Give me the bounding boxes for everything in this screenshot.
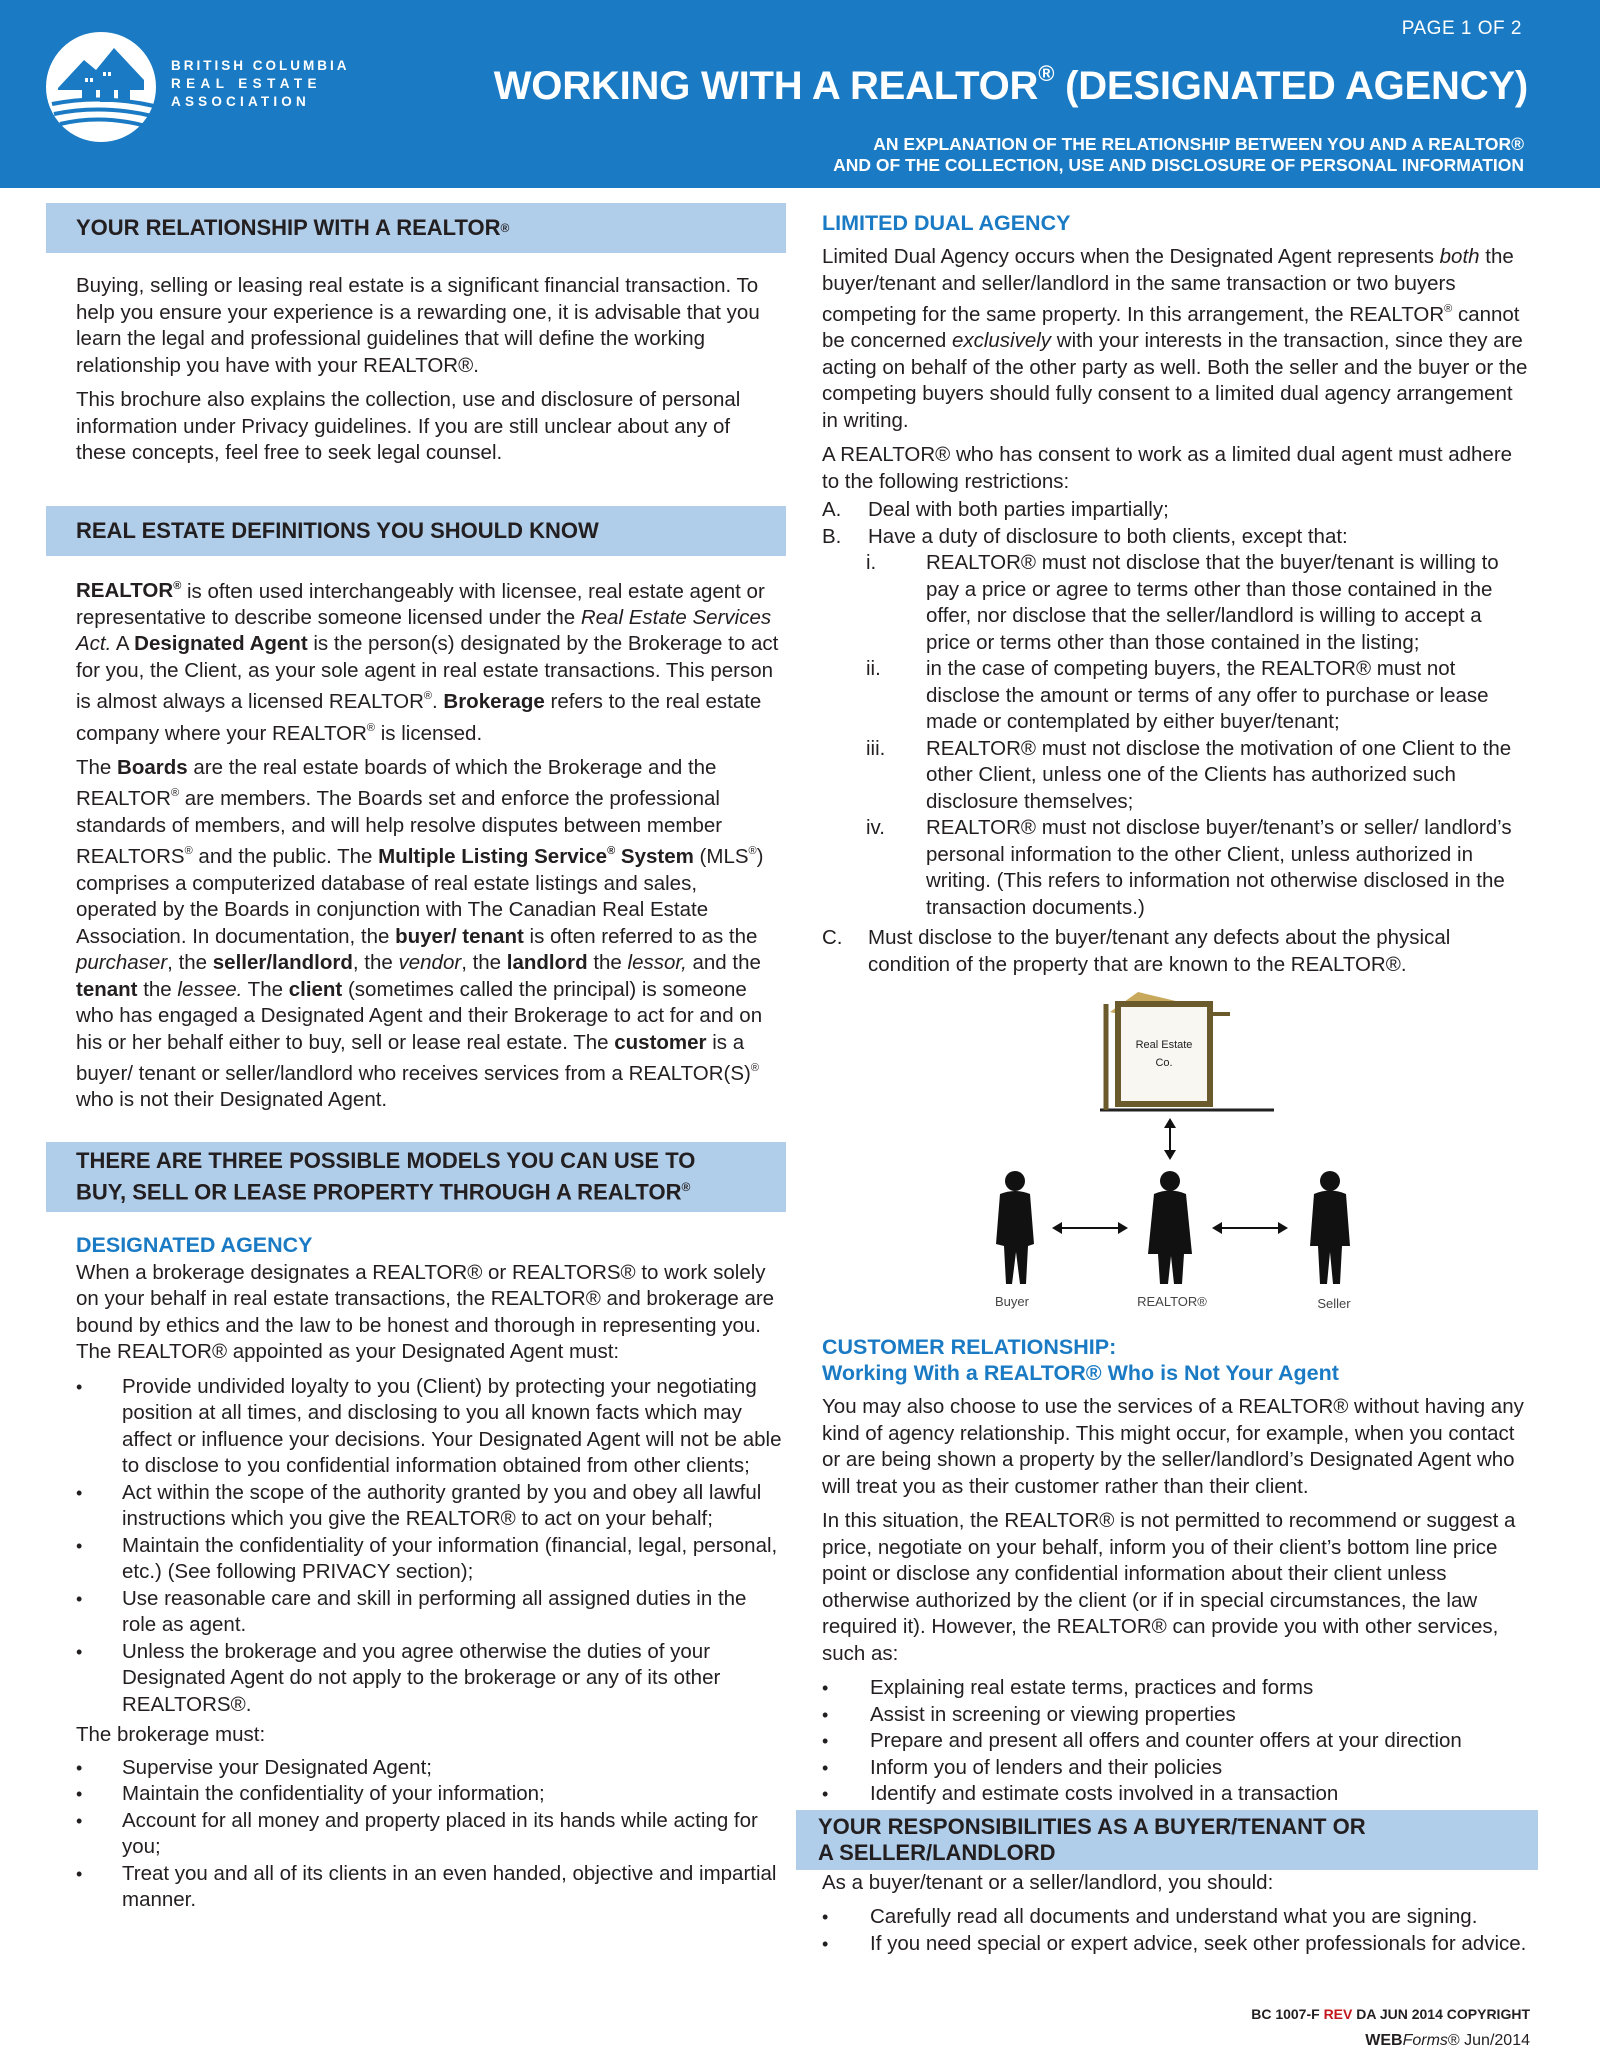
list-item: • Treat you and all of its clients in an even handed, objective and impartial manner. xyxy=(76,1861,782,1914)
customer-services-list xyxy=(822,1675,1530,1808)
brokerage-must-label: The brokerage must: xyxy=(76,1723,266,1747)
list-item: ii. in the case of competing buyers, the REALTOR® must not disclose the amount or terms of any offer to purchase or lease made or contemplated by either buyer/tenant; xyxy=(866,657,1489,734)
definitions-paragraph-1: REALTOR® is often used interchangeably with licensee, real estate agent or representative to describe someone licensed under the Real Estate Services Act. A Designated Agent is the person(s) designated by the Brokerage to act for you, the Client, as your sole agent in real estate transactions. This person is almost always a licensed REALTOR®. Brokerage refers to the real estate company where your REALTOR® is licensed. xyxy=(76,579,779,745)
svg-text:Buyer: Buyer xyxy=(995,1294,1029,1310)
customer-relationship-heading: CUSTOMER RELATIONSHIP: xyxy=(822,1335,1117,1360)
disclosure-exceptions-list xyxy=(822,550,1530,921)
buyer-figure-icon xyxy=(996,1171,1034,1284)
responsibilities-intro: As a buyer/tenant or a seller/landlord, you should: xyxy=(822,1870,1274,1894)
relationship-paragraph-2: This brochure also explains the collection, use and disclosure of personal information under Privacy guidelines. If you are still unclear about any of these concepts, feel free to seek legal counsel. xyxy=(76,388,741,464)
list-item: i. REALTOR® must not disclose that the buyer/tenant is willing to pay a price or agree to terms other than those contained in the offer, nor disclose that the seller/landlord is willing to accept a price or terms other than those contained in the listing; xyxy=(866,551,1499,654)
svg-text:Seller: Seller xyxy=(1317,1296,1351,1312)
page-number: PAGE 1 OF 2 xyxy=(1401,18,1522,39)
right-column xyxy=(800,198,1538,1957)
svg-text:Real Estate: Real Estate xyxy=(1135,1039,1193,1052)
dual-agency-paragraph-1: Limited Dual Agency occurs when the Designated Agent represents both the buyer/tenant and seller/landlord in the same transaction or two buyers competing for the same property. In this arrangement, the REALTOR® cannot be concerned exclusively with your interests in the transaction, since they are acting on behalf of the other party as well. Both the seller and the buyer or the competing buyers should fully consent to a limited dual agency arrangement in writing. xyxy=(822,245,1528,432)
relationship-paragraph-1: Buying, selling or leasing real estate is a significant financial transaction. To help you ensure your experience is a rewarding one, it is advisable that you learn the legal and professional guidelines that will define the working relationship you have with your REALTOR®. xyxy=(76,274,760,377)
list-item: • Prepare and present all offers and counter offers at your direction xyxy=(822,1728,1530,1755)
list-item: • Inform you of lenders and their policies xyxy=(822,1755,1530,1782)
list-item: B. Have a duty of disclosure to both clients, except that: i. REALTOR® must not disclose that the buyer/tenant is willing to pay a price or agree to terms other than those contained in the offer, nor disclose that the seller/landlord is willing to accept a price or terms other than those contained in the listing; ii. in the case of competing buyers, the REALTOR® must not disclose the amount or terms of any offer to purchase or lease made or contemplated by either buyer/tenant; iii. REALTOR® must not disclose the motivation of one Client to the other Client, unless one of the Clients has authorized such disclosure themselves; iv. REALTOR® must not disclose buyer/tenant’s or seller/ landlord’s personal information to the other Client, unless authorized in writing. (This refers to information not otherwise disclosed in the transaction documents.) xyxy=(822,524,1530,922)
list-item: • Supervise your Designated Agent; xyxy=(76,1755,782,1782)
list-item: • If you need special or expert advice, seek other professionals for advice. xyxy=(822,1931,1530,1958)
agent-duties-list xyxy=(76,1374,782,1719)
page-subtitle: AN EXPLANATION OF THE RELATIONSHIP BETWEEN YOU AND A REALTOR® AND OF THE COLLECTION, USE AND DISCLOSURE OF PERSONAL INFORMATION xyxy=(833,134,1524,175)
limited-dual-agency-heading: LIMITED DUAL AGENCY xyxy=(822,211,1071,235)
customer-paragraph-1: You may also choose to use the services of a REALTOR® without having any kind of agency relationship. This might occur, for example, when you contact or are being shown a property by the seller/landlord’s Designated Agent who will treat you as their customer rather than their client. xyxy=(822,1395,1524,1498)
definitions-paragraph-2: The Boards are the real estate boards of which the Brokerage and the REALTOR® are members. The Boards set and enforce the professional standards of members, and will help resolve disputes between member REALTORS® and the public. The Multiple Listing Service® System (MLS®) comprises a computerized database of real estate listings and sales, operated by the Boards in conjunction with The Canadian Real Estate Association. In documentation, the buyer/ tenant is often referred to as the purchaser, the seller/landlord, the vendor, the landlord the lessor, and the tenant the lessee. The client (sometimes called the principal) is someone who has engaged a Designated Agent and their Brokerage to act for and on his or her behalf either to buy, sell or lease real estate. The customer is a buyer/ tenant or seller/landlord who receives services from a REALTOR(S)® who is not their Designated Agent. xyxy=(76,755,764,1112)
svg-text:REALTOR®: REALTOR® xyxy=(1137,1294,1207,1310)
list-item: • Maintain the confidentiality of your information (financial, legal, personal, etc.) (See following PRIVACY section); xyxy=(76,1533,782,1586)
page-header xyxy=(0,0,1600,188)
list-item: C. Must disclose to the buyer/tenant any defects about the physical condition of the property that are known to the REALTOR®. xyxy=(822,926,1451,976)
list-item: • Use reasonable care and skill in performing all assigned duties in the role as agent. xyxy=(76,1586,782,1639)
page-title: WORKING WITH A REALTOR® (DESIGNATED AGENCY) xyxy=(493,60,1528,108)
dual-agency-paragraph-2: A REALTOR® who has consent to work as a limited dual agent must adhere to the following restrictions: xyxy=(822,443,1513,493)
list-item: • Act within the scope of the authority granted by you and obey all lawful instructions which you give the REALTOR® to act on your behalf; xyxy=(76,1480,782,1533)
list-item: iv. REALTOR® must not disclose buyer/tenant’s or seller/ landlord’s personal information to the other Client, unless authorized in writing. (This refers to information not otherwise disclosed in the transaction documents.) xyxy=(866,816,1512,919)
form-code: BC 1007-F REV DA JUN 2014 COPYRIGHT xyxy=(1251,2006,1530,2022)
realtor-figure-icon xyxy=(1148,1171,1192,1284)
webforms-mark: WEBForms® Jun/2014 xyxy=(1365,2032,1530,2049)
list-item: • Provide undivided loyalty to you (Client) by protecting your negotiating position at all times, and disclosing to you all known facts which may affect or influence your decisions. Your Designated Agent will not be able to disclose to you confidential information obtained from other clients; xyxy=(76,1374,782,1480)
svg-text:Co.: Co. xyxy=(1155,1057,1173,1070)
designated-agency-intro: When a brokerage designates a REALTOR® or REALTORS® to work solely on your behalf in real estate transactions, the REALTOR® and brokerage are bound by ethics and the law to be honest and thorough in representing you. The REALTOR® appointed as your Designated Agent must: xyxy=(76,1260,775,1364)
customer-relationship-subheading: Working With a REALTOR® Who is Not Your Agent xyxy=(822,1361,1339,1386)
section-heading-relationship: YOUR RELATIONSHIP WITH A REALTOR ® xyxy=(46,203,786,253)
list-item: • Identify and estimate costs involved in a transaction xyxy=(822,1781,1530,1808)
brokerage-duties-list xyxy=(76,1755,782,1914)
organization-name: BRITISH COLUMBIA REAL ESTATE ASSOCIATION xyxy=(171,58,350,109)
list-item: • Unless the brokerage and you agree otherwise the duties of your Designated Agent do not apply to the brokerage or any of its other REALTORS®. xyxy=(76,1639,782,1719)
dual-agency-restrictions xyxy=(822,497,1538,978)
list-item: • Carefully read all documents and understand what you are signing. xyxy=(822,1904,1530,1931)
real-estate-sign-icon xyxy=(1100,992,1274,1110)
responsibilities-list xyxy=(822,1904,1530,1957)
designated-agency-heading: DESIGNATED AGENCY xyxy=(76,1232,313,1257)
list-item: • Assist in screening or viewing properties xyxy=(822,1702,1530,1729)
section-heading-responsibilities: YOUR RESPONSIBILITIES AS A BUYER/TENANT OR A SELLER/LANDLORD xyxy=(796,1810,1538,1870)
list-item: iii. REALTOR® must not disclose the motivation of one Client to the other Client, unless one of the Clients has authorized such disclosure themselves; xyxy=(866,736,1512,813)
customer-paragraph-2: In this situation, the REALTOR® is not permitted to recommend or suggest a price, negotiate on your behalf, inform you of their client’s bottom line price point or disclose any confidential information about their client unless otherwise authorized by the client (or if in special circumstances, the law required it). However, the REALTOR® can provide you with other services, such as: xyxy=(822,1509,1516,1665)
left-column xyxy=(46,198,786,1914)
list-item: • Explaining real estate terms, practices and forms xyxy=(822,1675,1530,1702)
list-item: • Account for all money and property placed in its hands while acting for you; xyxy=(76,1808,782,1861)
list-item: A. Deal with both parties impartially; xyxy=(822,498,1169,522)
section-heading-models: THERE ARE THREE POSSIBLE MODELS YOU CAN USE TO BUY, SELL OR LEASE PROPERTY THROUGH A REALTOR® xyxy=(46,1142,786,1212)
seller-figure-icon xyxy=(1310,1171,1350,1284)
list-item: • Maintain the confidentiality of your information; xyxy=(76,1781,782,1808)
agency-illustration xyxy=(800,984,1538,1334)
agency-diagram xyxy=(800,984,1538,1334)
bcrea-logo xyxy=(44,30,179,145)
section-heading-definitions: REAL ESTATE DEFINITIONS YOU SHOULD KNOW xyxy=(46,506,786,556)
